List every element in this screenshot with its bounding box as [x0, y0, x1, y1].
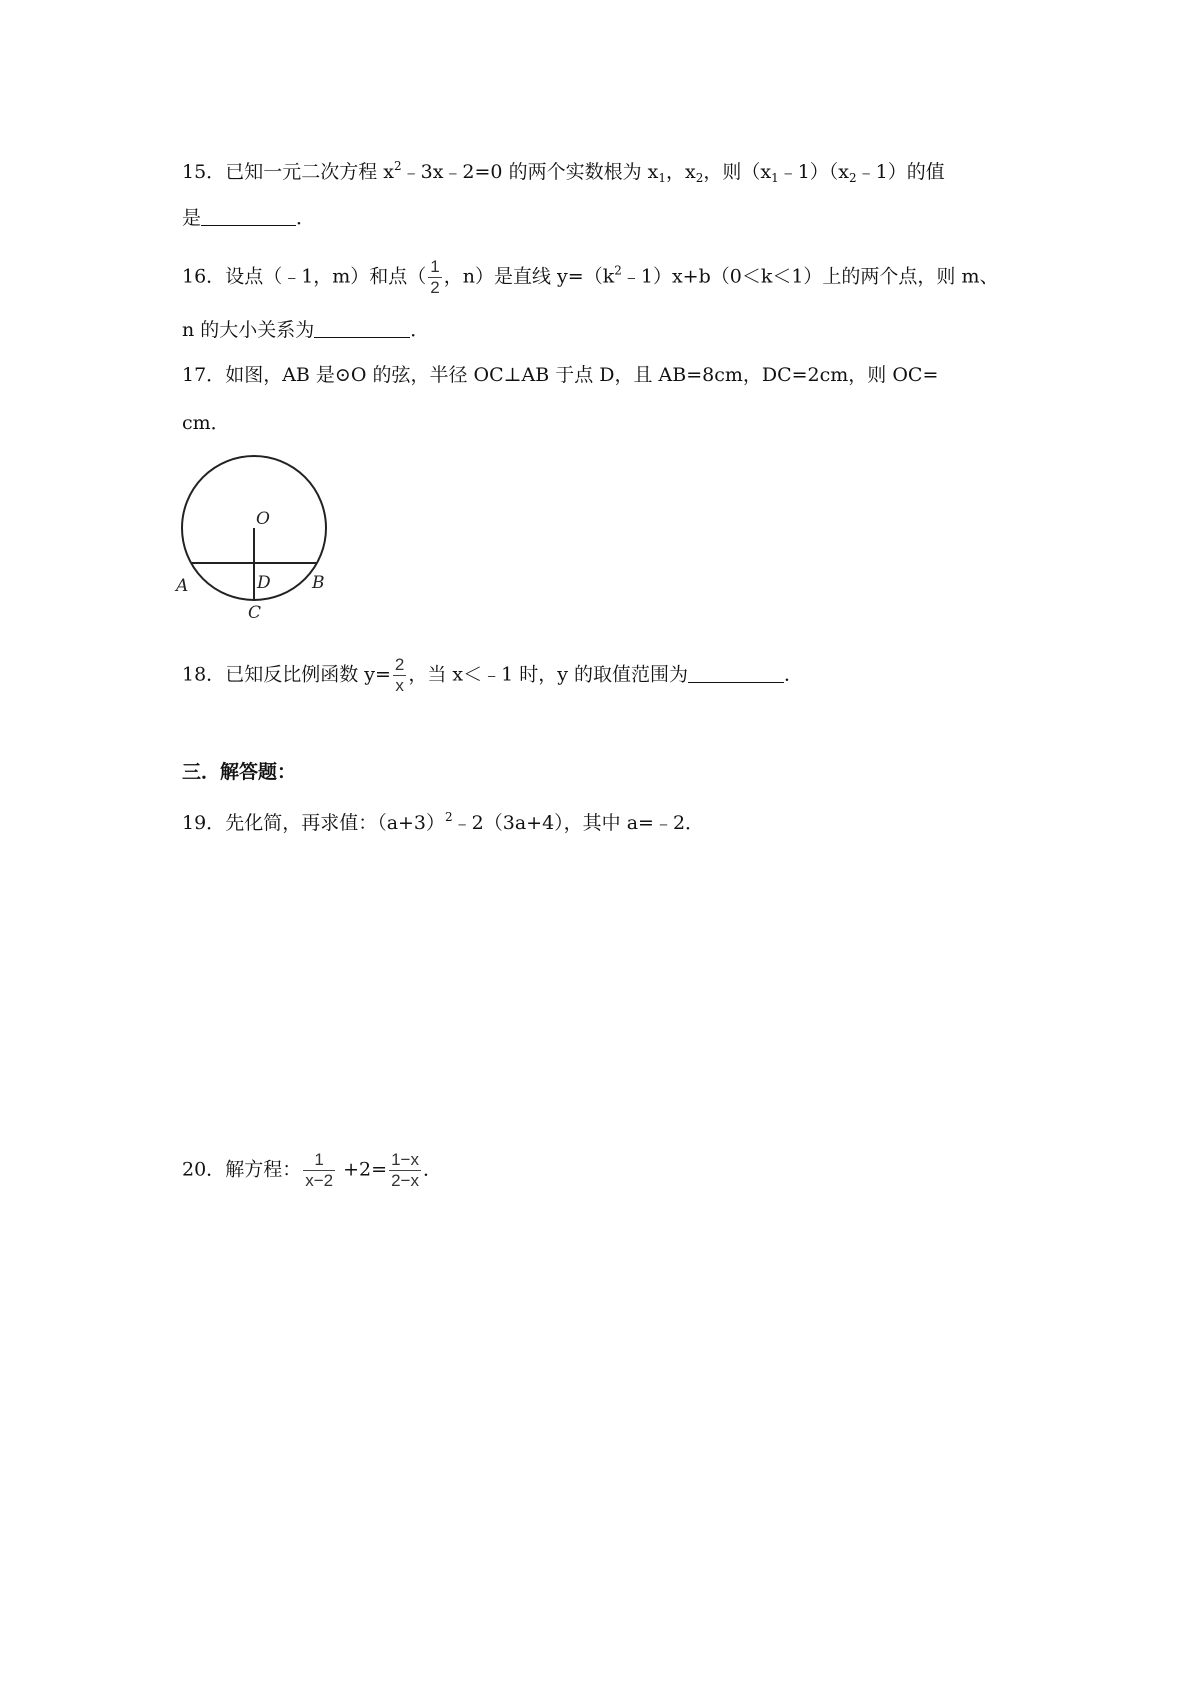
label-c: C [248, 603, 262, 623]
question-text: ，n）是直线 y=（k [443, 265, 615, 288]
question-15-line1 [182, 160, 945, 184]
fraction [393, 655, 406, 696]
variable: x [647, 161, 659, 183]
fraction-denominator: x [393, 675, 406, 696]
superscript: 2 [445, 810, 453, 824]
equation-part: +2= [343, 1158, 388, 1181]
fraction [428, 257, 441, 298]
question-20-line [182, 1150, 442, 1191]
punctuation: ． [784, 663, 804, 686]
punctuation: ． [410, 319, 430, 341]
question-text: 设点（﹣1，m）和点（ [225, 265, 427, 288]
variable: x [685, 161, 696, 183]
punctuation: ， [665, 161, 685, 183]
question-17-line1 [182, 366, 938, 385]
subscript: 1 [771, 171, 779, 185]
question-text: 解方程： [225, 1158, 302, 1181]
question-text: ，则（x [703, 161, 772, 183]
circle-diagram [178, 448, 348, 628]
subscript: 2 [695, 171, 704, 185]
question-17-line2 [182, 414, 230, 433]
equation-part: x [383, 161, 394, 183]
superscript: 2 [393, 159, 402, 173]
subscript: 1 [658, 171, 666, 185]
question-number: 17． [182, 364, 226, 386]
question-text: ，当 x＜﹣1 时，y 的取值范围为 [408, 663, 689, 686]
answer-blank[interactable] [201, 208, 296, 226]
question-text: ﹣1）x+b（0＜k＜1）上的两个点，则 m、 [621, 265, 999, 288]
question-text: 已知一元二次方程 [225, 161, 378, 183]
fraction [303, 1150, 335, 1191]
question-number: 18． [182, 663, 226, 686]
subscript: 2 [849, 171, 857, 185]
fraction-numerator: 1 [314, 1150, 324, 1169]
question-text: 已知反比例函数 y= [225, 663, 391, 686]
equation-part: ﹣3x﹣2=0 [401, 161, 503, 183]
question-number: 16． [182, 265, 226, 288]
question-number: 20． [182, 1158, 226, 1181]
fraction-denominator: x−2 [305, 1171, 334, 1190]
fraction-numerator: 2 [394, 655, 405, 674]
fraction-denominator: 2 [430, 278, 440, 297]
fraction-numerator: 1 [430, 257, 440, 276]
question-text: cm． [182, 412, 230, 434]
label-a: A [176, 576, 189, 596]
punctuation: ． [296, 207, 316, 229]
punctuation: ． [422, 1158, 442, 1181]
question-text: ﹣1）（x [778, 161, 850, 183]
label-b: B [312, 573, 325, 593]
question-16-line1 [182, 257, 999, 298]
question-text: ﹣2（3a+4），其中 a=﹣2． [452, 812, 705, 834]
fraction-numerator: 1−x [391, 1150, 419, 1169]
section-heading: 三．解答题： [182, 761, 297, 783]
fraction [389, 1150, 421, 1191]
superscript: 2 [614, 263, 622, 278]
question-text: 如图，AB 是⊙O 的弦，半径 OC⊥AB 于点 D，且 AB=8cm，DC=2cm，则 OC= [225, 364, 939, 386]
question-16-line2 [182, 320, 429, 340]
question-text: n 的大小关系为 [182, 319, 315, 341]
answer-blank[interactable] [314, 320, 410, 338]
question-15-line2 [182, 208, 315, 228]
question-text: 是 [182, 207, 202, 229]
label-d: D [257, 573, 271, 593]
question-19-line [182, 811, 704, 833]
answer-blank[interactable] [688, 665, 784, 683]
label-o: O [256, 509, 270, 529]
question-number: 19． [182, 812, 226, 834]
question-text: ﹣1）的值 [856, 161, 945, 183]
fraction-denominator: 2−x [391, 1171, 419, 1190]
question-text: 的两个实数根为 [508, 161, 642, 183]
question-number: 15． [182, 161, 226, 183]
question-18-line [182, 655, 803, 696]
question-text: 先化简，再求值：（a+3） [225, 812, 446, 834]
